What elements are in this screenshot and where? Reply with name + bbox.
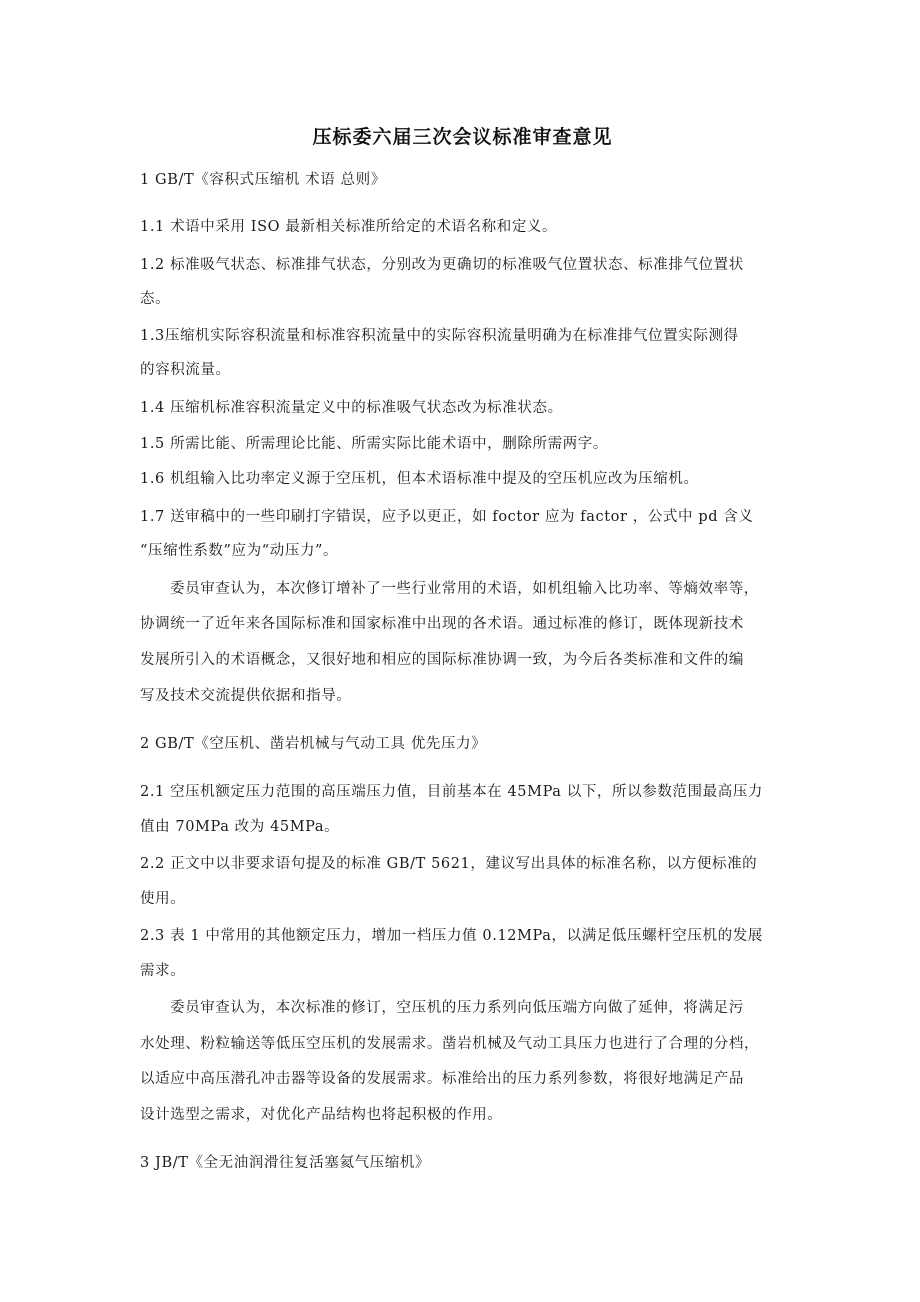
section-2-comment-line: 委员审查认为，本次标准的修订，空压机的压力系列向低压端方向做了延伸，将满足污: [170, 1000, 744, 1016]
section-2-heading: 2 GB/T《空压机、凿岩机械与气动工具 优先压力》: [140, 736, 487, 752]
document-title: 压标委六届三次会议标准审查意见: [312, 126, 613, 148]
item-2-3: 2.3 表 1 中常用的其他额定压力，增加一档压力值 0.12MPa，以满足低压螺杆空压机的发展: [140, 928, 763, 944]
item-2-1: 2.1 空压机额定压力范围的高压端压力值，目前基本在 45MPa 以下，所以参数范围最高压力: [140, 784, 764, 800]
item-1-6: 1.6 机组输入比功率定义源于空压机，但本术语标准中提及的空压机应改为压缩机。: [140, 471, 699, 487]
item-1-7: 1.7 送审稿中的一些印刷打字错误，应予以更正，如 foctor 应为 factor ，公式中 pd 含义: [140, 509, 754, 525]
item-2-1-cont: 值由 70MPa 改为 45MPa。: [140, 819, 340, 835]
item-1-3: 1.3压缩机实际容积流量和标准容积流量中的实际容积流量明确为在标准排气位置实际测得: [140, 328, 739, 344]
section-1-comment-line: 委员审查认为，本次修订增补了一些行业常用的术语，如机组输入比功率、等熵效率等，: [170, 581, 759, 597]
item-1-1: 1.1 术语中采用 ISO 最新相关标准所给定的术语名称和定义。: [140, 219, 558, 235]
section-1-heading: 1 GB/T《容积式压缩机 术语 总则》: [140, 172, 386, 188]
section-1-comment-line: 写及技术交流提供依据和指导。: [140, 688, 352, 704]
item-1-2: 1.2 标准吸气状态、标准排气状态，分别改为更确切的标准吸气位置状态、标准排气位置状: [140, 257, 744, 273]
section-2-comment-line: 设计选型之需求，对优化产品结构也将起积极的作用。: [140, 1107, 503, 1123]
item-1-5: 1.5 所需比能、所需理论比能、所需实际比能术语中，删除所需两字。: [140, 436, 608, 452]
section-3-heading: 3 JB/T《全无油润滑往复活塞氦气压缩机》: [140, 1155, 431, 1171]
item-2-2: 2.2 正文中以非要求语句提及的标准 GB/T 5621，建议写出具体的标准名称，以方便标准的: [140, 856, 758, 872]
section-1-comment-line: 发展所引入的术语概念，又很好地和相应的国际标准协调一致，为今后各类标准和文件的编: [140, 652, 744, 668]
item-1-4: 1.4 压缩机标准容积流量定义中的标准吸气状态改为标准状态。: [140, 400, 563, 416]
item-1-2-cont: 态。: [140, 291, 171, 307]
item-1-3-cont: 的容积流量。: [140, 362, 231, 378]
section-2-comment-line: 以适应中高压潜孔冲击器等设备的发展需求。标准给出的压力系列参数，将很好地满足产品: [140, 1071, 744, 1087]
section-2-comment-line: 水处理、粉粒输送等低压空压机的发展需求。凿岩机械及气动工具压力也进行了合理的分档，: [140, 1036, 760, 1052]
item-2-3-cont: 需求。: [140, 963, 186, 979]
item-2-2-cont: 使用。: [140, 891, 186, 907]
item-1-7-cont: “压缩性系数”应为“动压力”。: [140, 543, 339, 559]
section-1-comment-line: 协调统一了近年来各国际标准和国家标准中出现的各术语。通过标准的修订，既体现新技术: [140, 616, 744, 632]
